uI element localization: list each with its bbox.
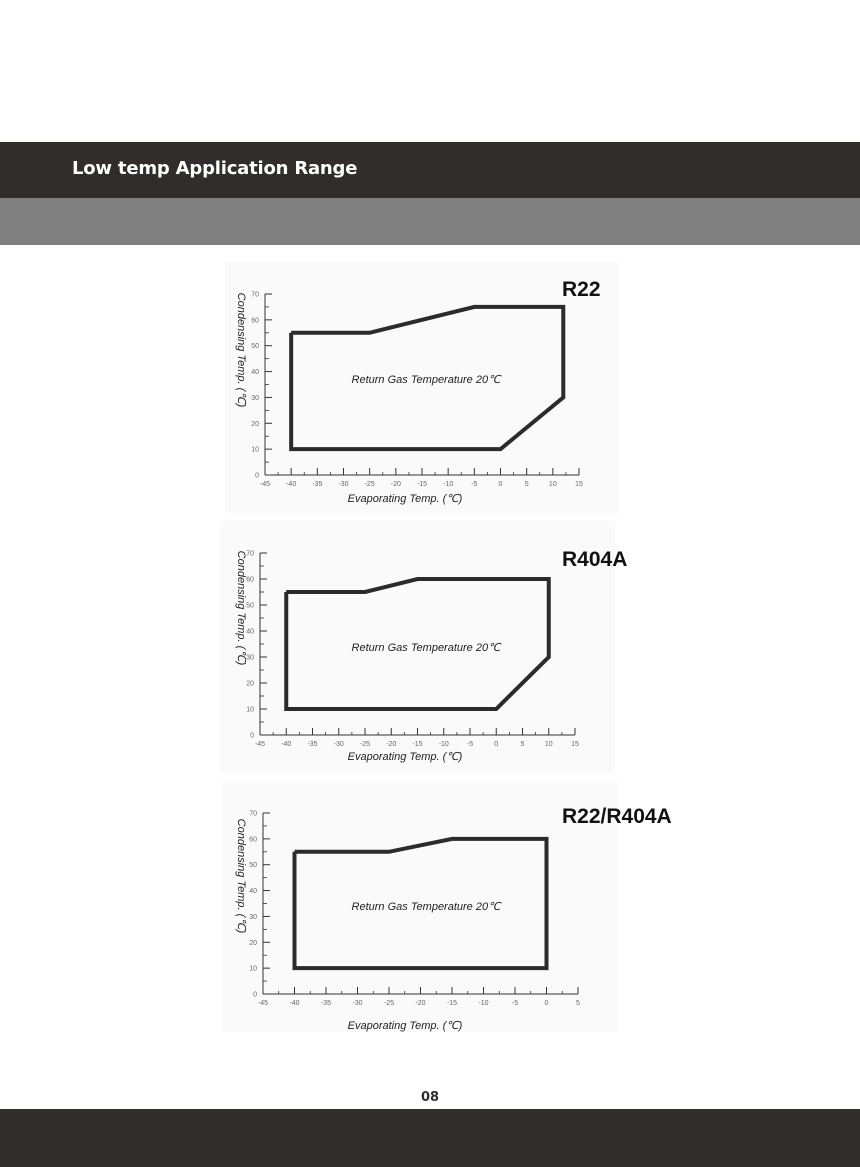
- chart-r22-x-tick-label: -5: [471, 481, 478, 488]
- footer-band: [0, 1109, 860, 1167]
- chart-r22-y-tick-label: 50: [251, 343, 259, 351]
- chart-r22-r404a-y-label: Condensing Temp. (℃): [235, 818, 247, 934]
- chart-r22-r404a-x-label: Evaporating Temp. (℃): [347, 1020, 463, 1032]
- chart-r404a-x-tick-label: -20: [386, 741, 397, 748]
- page-number: 08: [420, 1090, 440, 1105]
- chart-r22-x-tick-label: -15: [416, 481, 428, 488]
- chart-r22-r404a-y-tick-label: 0: [253, 991, 257, 999]
- chart-r22-r404a-y-tick-label: 70: [249, 810, 257, 818]
- chart-r404a-x-tick-label: -25: [359, 741, 371, 748]
- chart-r22-r404a-annotation: Return Gas Temperature 20℃: [351, 901, 501, 913]
- chart-r404a-x-tick-label: -30: [333, 741, 344, 748]
- chart-r22-x-tick-label: -20: [390, 481, 401, 488]
- page-title: Low temp Application Range: [72, 158, 358, 179]
- chart-r404a-x-label: Evaporating Temp. (℃): [347, 751, 463, 763]
- chart-r22-r404a-x-tick-label: 5: [576, 1000, 580, 1007]
- chart-r22-x-tick-label: -30: [338, 481, 349, 488]
- chart-r22-x-tick-label: 10: [548, 481, 557, 488]
- chart-r22-r404a-x-tick-label: -25: [383, 1000, 395, 1007]
- chart-r22-r404a-x-tick-label: -35: [320, 1000, 332, 1007]
- chart-r22-r404a-y-tick-label: 30: [249, 913, 257, 921]
- chart-r22-y-tick-label: 40: [251, 369, 259, 377]
- chart-r22-r404a-y-tick-label: 60: [249, 836, 257, 844]
- chart-r22-y-tick-label: 20: [251, 420, 259, 428]
- chart-r404a-y-label: Condensing Temp. (℃): [235, 550, 247, 666]
- chart-r22-y-tick-label: 70: [251, 291, 259, 299]
- chart-r404a-y-tick-label: 30: [246, 654, 254, 662]
- chart-r404a-x-tick-label: -45: [254, 741, 266, 748]
- chart-r22-x-tick-label: -25: [364, 481, 375, 488]
- chart-r404a-annotation: Return Gas Temperature 20℃: [351, 642, 501, 654]
- chart-r22-r404a-x-tick-label: -40: [289, 1000, 300, 1007]
- chart-r22-x-tick-label: 0: [498, 481, 503, 488]
- chart-r404a-y-tick-label: 60: [246, 576, 254, 584]
- chart-r22-x-tick-label: 15: [575, 481, 583, 488]
- chart-r404a-title: R404A: [562, 548, 628, 571]
- chart-r22-r404a-x-tick-label: -30: [352, 1000, 363, 1007]
- chart-r404a-x-tick-label: 5: [520, 741, 525, 748]
- chart-r22-y-label: Condensing Temp. (℃): [235, 292, 247, 408]
- chart-r22-annotation: Return Gas Temperature 20℃: [351, 374, 501, 386]
- chart-r22-y-tick-label: 60: [251, 317, 259, 325]
- chart-r404a-x-tick-label: -15: [412, 741, 423, 748]
- chart-r404a-x-tick-label: -40: [281, 741, 292, 748]
- chart-r404a-y-tick-label: 10: [246, 706, 254, 714]
- chart-r404a-x-tick-label: -10: [438, 741, 449, 748]
- chart-r22-x-label: Evaporating Temp. (℃): [347, 493, 463, 505]
- chart-r404a-y-tick-label: 20: [246, 680, 254, 688]
- chart-r22-r404a-x-tick-label: -10: [478, 1000, 489, 1007]
- chart-r404a-x-tick-label: 10: [544, 741, 553, 748]
- chart-r404a-y-tick-label: 0: [250, 732, 254, 740]
- chart-r22-r404a-title: R22/R404A: [562, 805, 672, 828]
- chart-r22-r404a-x-tick-label: -45: [257, 1000, 269, 1007]
- chart-r22-x-tick-label: -45: [259, 481, 271, 488]
- chart-r22-r404a-x-tick-label: -15: [446, 1000, 458, 1007]
- chart-r22-x-tick-label: 5: [524, 481, 529, 488]
- chart-r404a-x-tick-label: -5: [466, 741, 474, 748]
- chart-r404a-x-tick-label: -35: [307, 741, 318, 748]
- chart-r22-r404a-y-tick-label: 20: [249, 939, 257, 947]
- chart-r22-x-tick-label: -10: [443, 481, 454, 488]
- chart-r404a-y-tick-label: 40: [246, 628, 254, 636]
- chart-r22-y-tick-label: 10: [251, 446, 259, 454]
- chart-r22-x-tick-label: -40: [286, 481, 297, 488]
- chart-r22-y-tick-label: 0: [255, 472, 259, 480]
- chart-r22-x-tick-label: -35: [312, 481, 323, 488]
- chart-r22-r404a-y-tick-label: 40: [249, 888, 257, 896]
- chart-r22-r404a-x-tick-label: 0: [544, 1000, 549, 1007]
- chart-r22-y-tick-label: 30: [251, 394, 259, 402]
- chart-r404a-x-tick-label: 15: [571, 741, 579, 748]
- chart-r22-r404a-y-tick-label: 50: [249, 862, 257, 870]
- chart-r404a-x-tick-label: 0: [494, 741, 499, 748]
- chart-r22-r404a-x-tick-label: -20: [415, 1000, 426, 1007]
- chart-r22-title: R22: [562, 278, 601, 301]
- chart-r404a-y-tick-label: 50: [246, 602, 254, 610]
- chart-r404a-y-tick-label: 70: [246, 550, 254, 558]
- chart-r22-r404a-x-tick-label: -5: [511, 1000, 519, 1007]
- chart-r22-r404a-y-tick-label: 10: [249, 965, 257, 973]
